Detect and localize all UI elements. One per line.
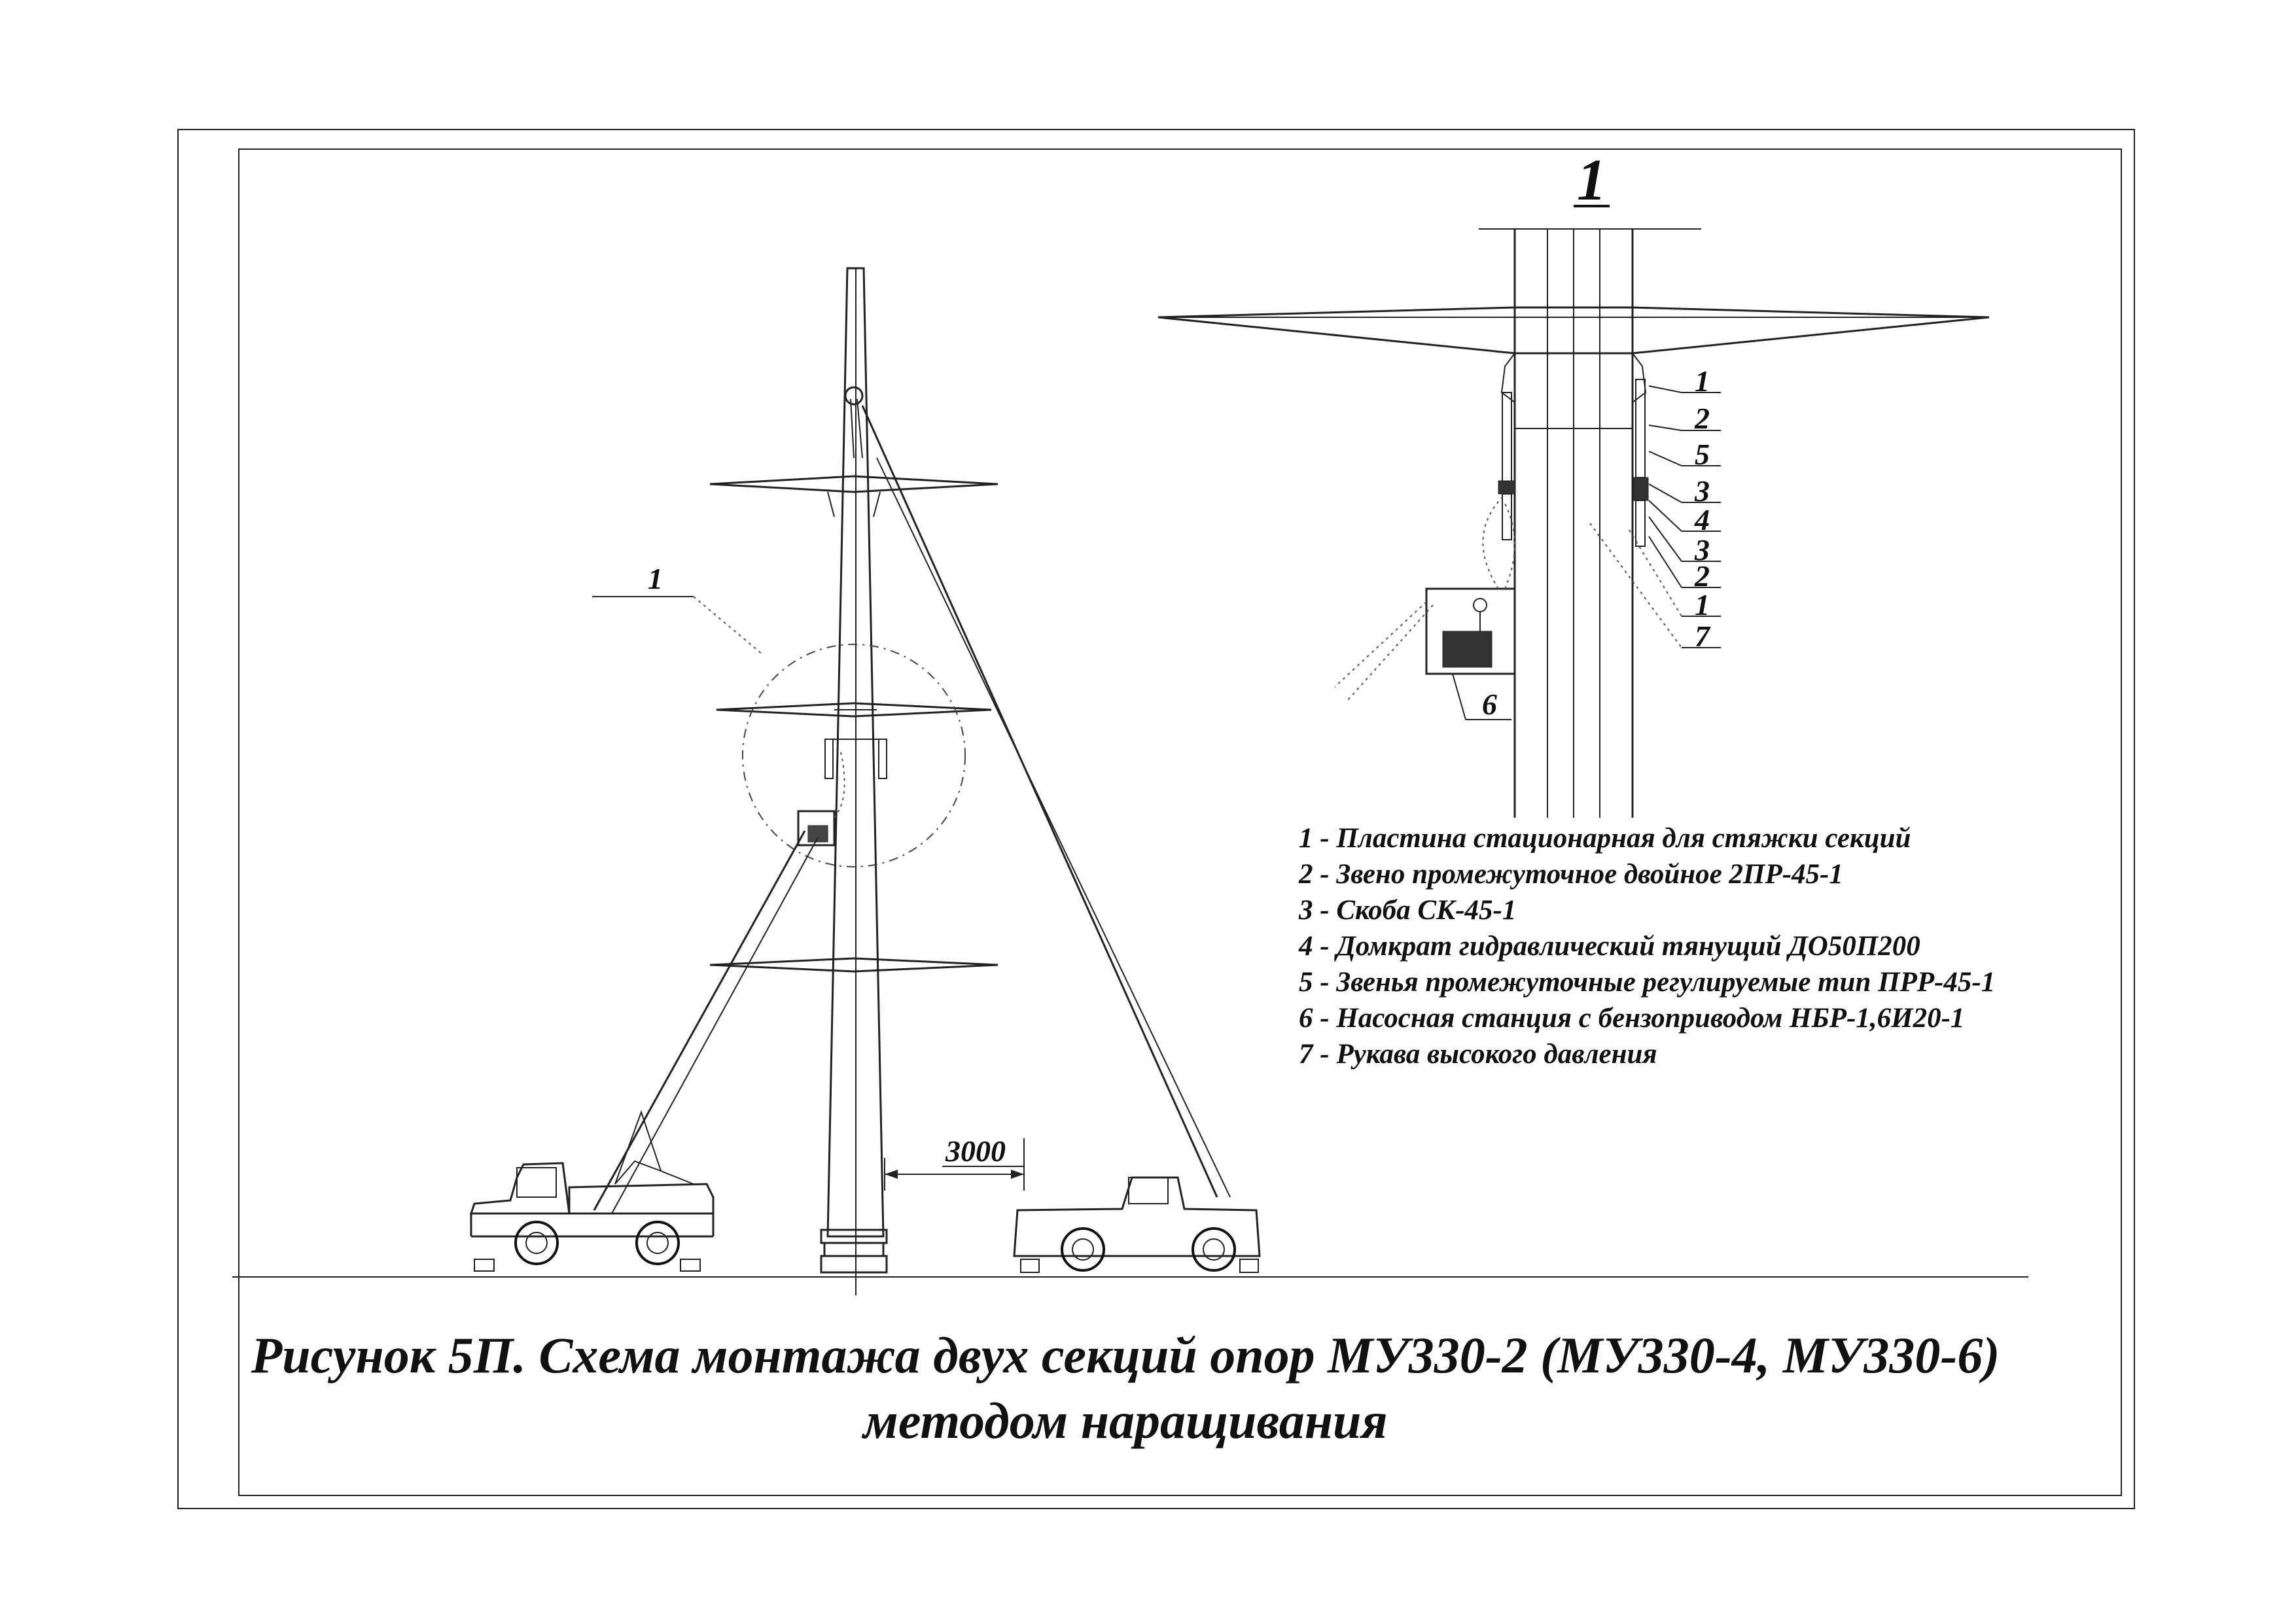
callout-3a: 3: [1695, 474, 1710, 508]
caption-line-2: методом наращивания: [863, 1392, 1388, 1449]
legend-item-4: 4 - Домкрат гидравлический тянущий ДО50П200: [1299, 931, 1920, 962]
legend-item-7: 7 - Рукава высокого давления: [1299, 1039, 1657, 1070]
dimension-value: 3000: [945, 1134, 1006, 1168]
legend-item-2: 2 - Звено промежуточное двойное 2ПР-45-1: [1299, 859, 1843, 890]
outer-frame: [178, 130, 2134, 1509]
left-crane: [471, 831, 818, 1271]
legend-item-3: 3 - Скоба СК-45-1: [1299, 895, 1517, 926]
callout-3b: 3: [1695, 533, 1710, 567]
callout-1a: 1: [1695, 364, 1710, 398]
overview-crossarms: [710, 476, 998, 971]
detail-circle-marker: [592, 597, 965, 867]
callout-7: 7: [1695, 620, 1710, 653]
caption-line-1: Рисунок 5П. Схема монтажа двух секций опор МУ330-2 (МУ330-4, МУ330-6): [251, 1327, 2000, 1384]
pump-label: 6: [1482, 688, 1497, 721]
overview-pole: [821, 268, 887, 1295]
detail-pump-station: [1335, 497, 1515, 720]
legend-item-1: 1 - Пластина стационарная для стяжки секций: [1299, 823, 1911, 854]
callout-2b: 2: [1695, 559, 1710, 593]
legend: [1298, 823, 1995, 1070]
legend-item-5: 5 - Звенья промежуточные регулируемые тип ПРР-45-1: [1299, 967, 1996, 998]
legend-item-6: 6 - Насосная станция с бензоприводом НБР-1,6И20-1: [1299, 1003, 1965, 1034]
callout-5: 5: [1695, 438, 1710, 471]
detail-title: 1: [1577, 148, 1606, 213]
overview-circle-label: 1: [648, 562, 663, 595]
callout-4: 4: [1695, 503, 1710, 536]
callout-2a: 2: [1695, 402, 1710, 435]
inner-frame: [239, 149, 2121, 1495]
detail-pole: [1158, 229, 1989, 818]
callout-1b: 1: [1695, 588, 1710, 621]
right-crane: [862, 406, 1260, 1272]
